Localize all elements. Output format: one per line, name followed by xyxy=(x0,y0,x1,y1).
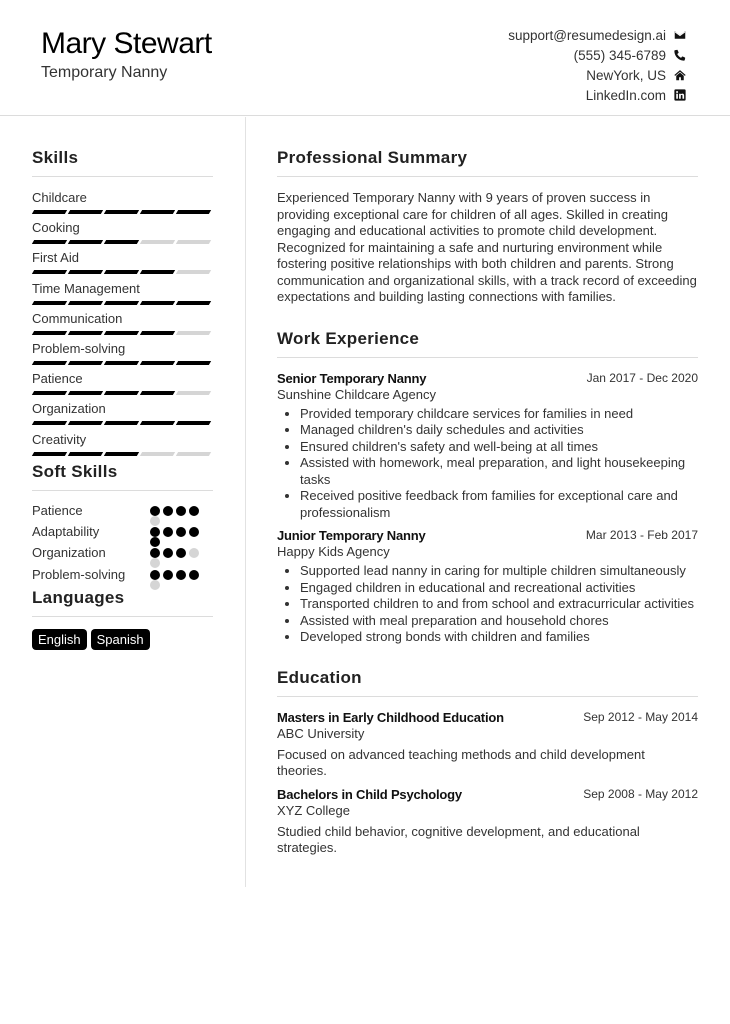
skill-item xyxy=(32,250,213,280)
job-bullets xyxy=(277,563,698,646)
skill-label: Organization xyxy=(32,401,106,417)
rating-segment-filled xyxy=(104,452,139,456)
contact-block xyxy=(508,25,686,105)
summary-section xyxy=(277,148,698,306)
skill-item xyxy=(32,190,213,220)
skill-item xyxy=(32,341,213,371)
job-dates: Jan 2017 - Dec 2020 xyxy=(586,370,698,385)
main-content xyxy=(277,148,698,856)
rating-segment-filled xyxy=(104,240,139,244)
skill-label: First Aid xyxy=(32,250,79,266)
skills-list xyxy=(32,190,213,462)
rating-segment-filled xyxy=(32,240,67,244)
rating-segment-empty xyxy=(176,391,211,395)
job-title: Senior Temporary Nanny xyxy=(277,370,427,386)
rating-segment-filled xyxy=(68,270,103,274)
rating-segment-filled xyxy=(104,361,139,365)
soft-skill-item xyxy=(32,545,213,566)
rating-segment-filled xyxy=(176,361,211,365)
rating-segment-filled xyxy=(140,331,175,335)
skills-heading: Skills xyxy=(32,148,213,177)
language-badge: English xyxy=(32,629,87,650)
skill-rating-bar xyxy=(32,391,213,395)
rating-segment-filled xyxy=(140,421,175,425)
job-bullet: • Provided temporary childcare services for families in need xyxy=(300,406,698,423)
job-bullet: • Assisted with meal preparation and household chores xyxy=(300,613,698,630)
contact-phone-text: (555) 345-6789 xyxy=(573,47,666,63)
skill-label: Time Management xyxy=(32,280,140,296)
skill-item xyxy=(32,311,213,341)
rating-segment-filled xyxy=(104,421,139,425)
rating-segment-filled xyxy=(140,301,175,305)
job-bullet: • Assisted with homework, meal preparation, and light housekeeping tasks xyxy=(300,455,698,488)
job-bullet: • Ensured children's safety and well-being at all times xyxy=(300,439,698,456)
soft-skill-rating-dots xyxy=(150,570,202,591)
rating-dot-filled xyxy=(150,506,160,516)
contact-linkedin-text: LinkedIn.com xyxy=(585,87,666,103)
sidebar xyxy=(32,148,213,650)
column-divider xyxy=(245,117,246,887)
education-description: Focused on advanced teaching methods and child development theories. xyxy=(277,746,645,778)
work-experience-heading: Work Experience xyxy=(277,329,698,358)
candidate-role: Temporary Nanny xyxy=(41,64,168,81)
skill-label: Patience xyxy=(32,371,83,387)
rating-segment-filled xyxy=(68,210,103,214)
skill-rating-bar xyxy=(32,210,213,214)
rating-segment-filled xyxy=(32,361,67,365)
rating-dot-filled xyxy=(176,527,186,537)
rating-dot-filled xyxy=(163,548,173,558)
languages-section xyxy=(32,588,213,650)
education-heading: Education xyxy=(277,668,698,697)
skill-label: Communication xyxy=(32,310,123,326)
rating-segment-empty xyxy=(140,452,175,456)
rating-dot-filled xyxy=(163,570,173,580)
rating-dot-filled xyxy=(176,506,186,516)
rating-dot-filled xyxy=(150,527,160,537)
job-company: Sunshine Childcare Agency xyxy=(277,386,436,402)
linkedin-icon xyxy=(673,89,686,102)
skill-rating-bar xyxy=(32,361,213,365)
rating-segment-filled xyxy=(104,270,139,274)
skill-item xyxy=(32,371,213,401)
job-entry xyxy=(277,371,698,522)
rating-segment-empty xyxy=(176,270,211,274)
resume-header xyxy=(0,0,730,116)
rating-dot-filled xyxy=(189,527,199,537)
skill-rating-bar xyxy=(32,452,213,456)
skill-rating-bar xyxy=(32,270,213,274)
contact-location-text: NewYork, US xyxy=(586,67,666,83)
skill-item xyxy=(32,401,213,431)
rating-segment-empty xyxy=(176,240,211,244)
education-entry xyxy=(277,787,698,856)
rating-dot-filled xyxy=(150,570,160,580)
rating-dot-filled xyxy=(176,548,186,558)
job-company: Happy Kids Agency xyxy=(277,544,390,559)
rating-dot-filled xyxy=(150,548,160,558)
job-title: Junior Temporary Nanny xyxy=(277,528,426,543)
rating-segment-filled xyxy=(68,240,103,244)
soft-skill-label: Patience xyxy=(32,502,83,518)
rating-segment-filled xyxy=(68,331,103,335)
rating-dot-empty xyxy=(189,548,199,558)
soft-skill-label: Problem-solving xyxy=(32,566,126,582)
skill-rating-bar xyxy=(32,240,213,244)
contact-email[interactable] xyxy=(508,25,686,45)
job-dates: Mar 2013 - Feb 2017 xyxy=(585,528,698,542)
job-bullet: • Received positive feedback from families for exceptional care and professionalism xyxy=(300,488,698,521)
education-dates: Sep 2008 - May 2012 xyxy=(583,786,698,801)
education-section xyxy=(277,668,698,856)
rating-segment-filled xyxy=(32,421,67,425)
rating-segment-filled xyxy=(68,301,103,305)
rating-dot-filled xyxy=(189,570,199,580)
rating-dot-filled xyxy=(176,570,186,580)
soft-skill-item xyxy=(32,524,213,545)
rating-segment-filled xyxy=(68,452,103,456)
education-description: Studied child behavior, cognitive development, and educational strategies. xyxy=(277,823,640,855)
job-bullet: • Supported lead nanny in caring for multiple children simultaneously xyxy=(300,563,698,580)
summary-heading: Professional Summary xyxy=(277,148,698,177)
soft-skills-heading: Soft Skills xyxy=(32,462,213,491)
rating-dot-empty xyxy=(150,580,160,590)
rating-segment-filled xyxy=(32,452,67,456)
rating-segment-filled xyxy=(140,391,175,395)
skill-item xyxy=(32,281,213,311)
skill-label: Childcare xyxy=(32,190,87,205)
skill-rating-bar xyxy=(32,301,213,305)
skill-label: Problem-solving xyxy=(32,340,126,356)
job-bullet: • Transported children to and from school and extracurricular activities xyxy=(300,596,698,613)
envelope-icon xyxy=(673,29,686,42)
job-bullets xyxy=(277,406,698,522)
soft-skill-label: Adaptability xyxy=(32,523,100,539)
degree-title: Bachelors in Child Psychology xyxy=(277,786,462,802)
rating-segment-filled xyxy=(140,270,175,274)
job-bullet: • Developed strong bonds with children and families xyxy=(300,629,698,646)
rating-segment-filled xyxy=(68,391,103,395)
rating-segment-empty xyxy=(140,240,175,244)
rating-segment-filled xyxy=(140,361,175,365)
phone-icon xyxy=(673,49,686,62)
rating-segment-filled xyxy=(32,331,67,335)
language-badge: Spanish xyxy=(91,629,150,650)
rating-segment-filled xyxy=(32,301,67,305)
contact-location xyxy=(508,65,686,85)
rating-segment-filled xyxy=(32,210,67,214)
rating-segment-filled xyxy=(104,210,139,214)
skill-rating-bar xyxy=(32,421,213,425)
rating-segment-empty xyxy=(176,452,211,456)
rating-segment-filled xyxy=(32,391,67,395)
degree-title: Masters in Early Childhood Education xyxy=(277,709,504,725)
school-name: XYZ College xyxy=(277,802,350,818)
education-dates: Sep 2012 - May 2014 xyxy=(583,709,698,724)
summary-text: Experienced Temporary Nanny with 9 years of proven success in providing exceptional care for children of all ages. Skilled in creating engaging and educational activities to promote child development. Recognized for maintaining a safe and nurturing environment while fostering positive relationships with both children and parents. Strong communication and organizational skills, with a track record of exceeding expectations and building lasting connections with families. xyxy=(277,190,697,304)
soft-skills-section xyxy=(32,462,213,588)
rating-segment-filled xyxy=(104,301,139,305)
education-entry xyxy=(277,710,698,779)
rating-dot-filled xyxy=(189,506,199,516)
rating-dot-filled xyxy=(163,527,173,537)
skills-section xyxy=(32,148,213,462)
job-bullet: • Engaged children in educational and recreational activities xyxy=(300,580,698,597)
contact-phone[interactable] xyxy=(508,45,686,65)
contact-email-text: support@resumedesign.ai xyxy=(508,27,666,43)
rating-segment-filled xyxy=(176,301,211,305)
skill-label: Creativity xyxy=(32,431,87,447)
contact-linkedin[interactable] xyxy=(508,85,686,105)
rating-dot-filled xyxy=(163,506,173,516)
skill-item xyxy=(32,432,213,462)
languages-heading: Languages xyxy=(32,588,213,617)
soft-skill-item xyxy=(32,567,213,588)
rating-segment-filled xyxy=(176,210,211,214)
languages-list xyxy=(32,629,213,650)
work-experience-section xyxy=(277,329,698,646)
home-icon xyxy=(673,69,686,82)
soft-skill-item xyxy=(32,503,213,524)
rating-segment-filled xyxy=(68,421,103,425)
rating-segment-filled xyxy=(104,391,139,395)
candidate-name: Mary Stewart xyxy=(41,27,212,60)
rating-segment-filled xyxy=(68,361,103,365)
skill-label: Cooking xyxy=(32,220,80,236)
skill-rating-bar xyxy=(32,331,213,335)
skill-item xyxy=(32,220,213,250)
rating-segment-filled xyxy=(140,210,175,214)
rating-segment-filled xyxy=(176,421,211,425)
soft-skills-list xyxy=(32,503,213,588)
rating-segment-filled xyxy=(32,270,67,274)
job-bullet: • Managed children's daily schedules and activities xyxy=(300,422,698,439)
soft-skill-label: Organization xyxy=(32,545,106,561)
job-entry xyxy=(277,528,698,646)
rating-segment-filled xyxy=(104,331,139,335)
school-name: ABC University xyxy=(277,725,365,741)
rating-segment-empty xyxy=(176,331,211,335)
